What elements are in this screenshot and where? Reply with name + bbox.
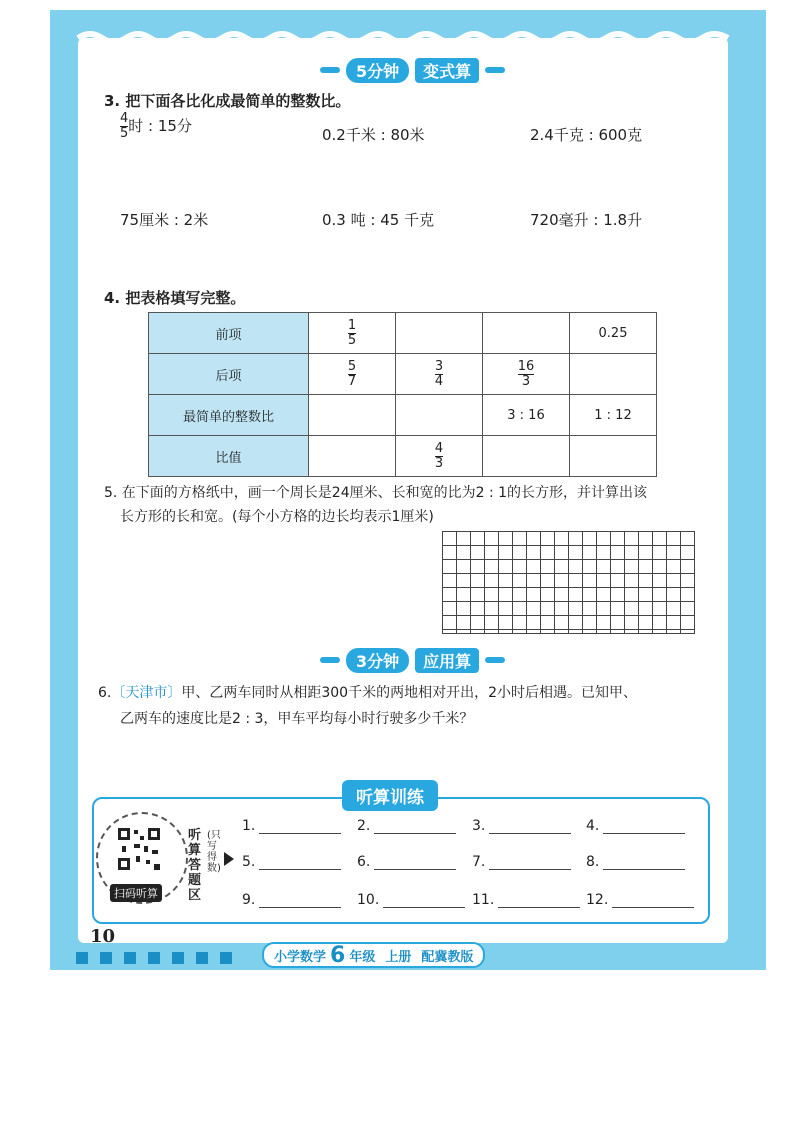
q3-title: 3. 把下面各比化成最简单的整数比。	[104, 92, 351, 110]
section-title: 应用算	[415, 648, 479, 673]
answer-blank[interactable]: 7.	[472, 854, 571, 870]
answer-blank[interactable]: 3.	[472, 818, 571, 834]
table-cell: $\frac{5}{7}$	[309, 354, 396, 395]
answer-blank[interactable]: 10.	[357, 892, 465, 908]
answer-blank[interactable]: 4.	[586, 818, 685, 834]
q5-line-1: 5. 在下面的方格纸中，画一个周长是24厘米、长和宽的比为2 : 1的长方形，并计算出该	[104, 485, 648, 501]
q4-title: 4. 把表格填写完整。	[104, 289, 246, 307]
answer-blank[interactable]: 12.	[586, 892, 694, 908]
q5-line-2: 长方形的长和宽。(每个小方格的边长均表示1厘米)	[120, 509, 434, 525]
grade-number: 6	[330, 942, 346, 968]
table-row	[149, 354, 657, 395]
section-header-3min	[314, 648, 511, 672]
q6-line-2: 乙两车的速度比是2 : 3，甲车平均每小时行驶多少千米？	[120, 711, 474, 727]
time-badge: 5分钟	[346, 58, 409, 83]
q3-item-4: 75厘米 : 2米	[120, 211, 209, 229]
table-cell	[309, 395, 396, 436]
time-badge: 3分钟	[346, 648, 409, 673]
q6-line-1: 6.〔天津市〕甲、乙两车同时从相距300千米的两地相对开出，2小时后相遇。已知甲、	[98, 685, 637, 701]
answer-area-label: 听算答题区	[188, 828, 202, 903]
qr-code-icon[interactable]	[116, 826, 162, 872]
table-cell: $\frac{1}{5}$	[309, 313, 396, 354]
answer-blank[interactable]: 1.	[242, 818, 341, 834]
table-cell: $\frac{4}{3}$	[396, 436, 483, 477]
page-number: 10	[90, 926, 116, 947]
q3-item-5: 0.3 吨 : 45 千克	[322, 211, 435, 229]
table-cell	[570, 436, 657, 477]
table-cell: 0.25	[570, 313, 657, 354]
table-cell	[483, 436, 570, 477]
q3-item-6: 720毫升 : 1.8升	[530, 211, 643, 229]
table-row	[149, 436, 657, 477]
table-cell	[570, 354, 657, 395]
grid-paper[interactable]	[442, 531, 695, 634]
table-row	[149, 395, 657, 436]
row-header: 前项	[149, 313, 309, 354]
region-tag: 〔天津市〕	[111, 685, 182, 701]
q3-item-3: 2.4千克 : 600克	[530, 126, 643, 144]
table-cell	[309, 436, 396, 477]
table-cell	[396, 313, 483, 354]
table-cell: $\frac{16}{3}$	[483, 354, 570, 395]
table-cell	[483, 313, 570, 354]
answer-blank[interactable]: 9.	[242, 892, 341, 908]
book-footer: 小学数学 6 年级 上册 配冀教版	[262, 942, 485, 968]
fraction: $\frac{4}{5}$	[120, 111, 129, 141]
answer-blank[interactable]: 5.	[242, 854, 341, 870]
scan-label: 扫码听算	[110, 884, 162, 902]
row-header: 比值	[149, 436, 309, 477]
section-header-5min	[314, 58, 511, 82]
answer-blank[interactable]: 8.	[586, 854, 685, 870]
ratio-table	[148, 312, 657, 477]
listening-title: 听算训练	[342, 780, 438, 811]
row-header: 后项	[149, 354, 309, 395]
answer-blank[interactable]: 2.	[357, 818, 456, 834]
table-cell: 3 : 16	[483, 395, 570, 436]
answer-area-note: (只写得数)	[207, 830, 221, 874]
answer-blank[interactable]: 6.	[357, 854, 456, 870]
row-header: 最简单的整数比	[149, 395, 309, 436]
section-title: 变式算	[415, 58, 479, 83]
table-cell	[396, 395, 483, 436]
q3-item-2: 0.2千米 : 80米	[322, 126, 425, 144]
table-cell: 1 : 12	[570, 395, 657, 436]
arrow-right-icon	[224, 852, 234, 866]
answer-blank[interactable]: 11.	[472, 892, 580, 908]
q3-item-1: $\frac{4}{5}$ 时 : 15分	[120, 111, 192, 141]
table-cell: $\frac{3}{4}$	[396, 354, 483, 395]
table-row	[149, 313, 657, 354]
